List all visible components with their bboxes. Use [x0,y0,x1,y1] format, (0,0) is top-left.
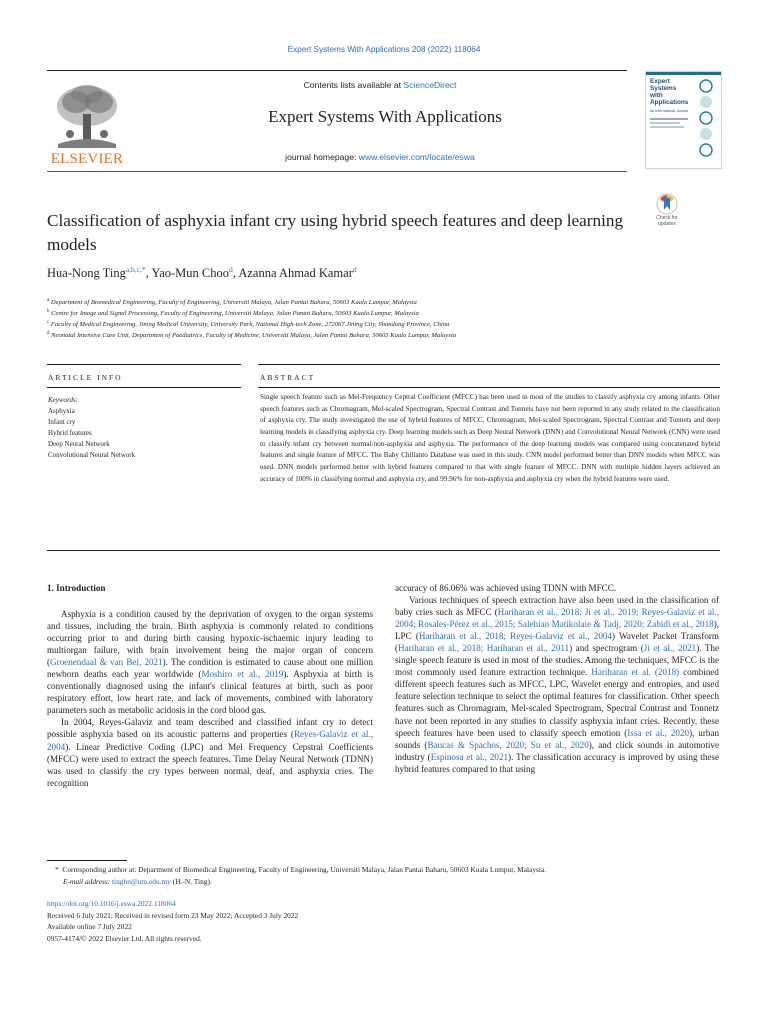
footnote-line [55,864,725,876]
cover-graphic-icon [694,78,718,164]
publisher-name: ELSEVIER [50,151,124,167]
citation-link[interactable]: Hariharan et al. (2018) [591,667,680,678]
email-link[interactable]: tinghn@um.edu.my [112,877,171,887]
cover-rule [650,118,688,120]
corresponding-author-footnote [55,864,725,888]
contents-prefix: Contents lists available at [303,80,404,90]
available-online: Available online 7 July 2022 [47,922,132,931]
crossmark-line: updates [658,220,676,227]
abstract-text: Single speech feature such as Mel-Frequency Ceptral Coefficient (MFCC) has been used in most of the studies to classify asphyxia cry among infants. Other speech features such as Chromagram, Mel-scaled Spectrogram, Spectral Contrast and Tonnets have not been reported in any study related to the classification of asphyxia cry. The study investigated the use of hybrid features of MFCC, Chromagram, Mel-scaled Spectrogram, Spectral Contrast and Tonnets and deep learning models in classifying asphyxia cry. Deep learning models such as Deep Neural Network (DNN) and Convolutional Neural Network (CNN) were used to classify infant cry between normal/non-asphyxia and asphyxia. The performance of the deep learning models was compared using concatenated hybrid features and single feature of MFCC. The Baby Chillanto Database was used in this study. CNN model performed better than DNN models when MFCC was used. DNN models performed better with hybrid features compared to that with single feature of MFCC. DNN with multiple hidden layers achieved an accuracy of 100% in classifying normal and asphyxia cry, and 99.96% for non-asphyxia and asphyxia cry when the hybrid features were used. [260,393,720,483]
author-affiliation-ref[interactable]: d [229,264,233,274]
citation-link[interactable]: Hariharan et al., 2018; Ji et al., 2019; Reyes-Galaviz et al., 2004; Rosales-Pérez et al., 2015; Salehian Matikolaie & Tadj, 2020; Zabidi et al., 2018 [395,607,719,630]
keyword[interactable]: Asphyxia [48,407,75,415]
keywords-label: Keywords: [48,396,79,404]
citation-link[interactable]: Hariharan et al., 2018; Reyes-Galaviz et al., 2004 [418,631,612,642]
citation-link[interactable]: Groenendaal & van Bel, 2021 [50,657,163,668]
citation-link[interactable]: Hariharan et al., 2018; Hariharan et al., 2011 [398,643,570,654]
homepage-line [140,152,620,162]
affiliation-key: b [47,309,50,314]
text-run: ) Wavelet Packet Transform ( [395,631,719,654]
text-run: ), and click sounds in automotive industry ( [395,739,719,762]
body-paragraph [47,716,373,788]
text-run: ). The condition is estimated to cause about one million newborn deaths each year worldwide ( [47,657,374,680]
body-paragraph [395,594,719,775]
author-affiliation-ref[interactable]: a,b,c, [125,264,142,274]
elsevier-tree-icon [48,80,126,150]
body-paragraph [47,608,373,716]
affiliation-text: Faculty of Medical Engineering, Jining Medical University, University Park, National High-tech Zone, 272067 Jining City, Shandong Province, China [50,321,450,329]
copyright-line: 0957-4174/© 2022 Elsevier Ltd. All rights reserved. [47,933,202,943]
body-paragraph: accuracy of 86.06% was achieved using TDNN with MFCC. [395,583,617,593]
sciencedirect-link[interactable]: ScienceDirect [403,80,457,90]
homepage-link[interactable]: www.elsevier.com/locate/eswa [358,152,475,162]
citation-link[interactable]: Issa et al., 2020 [627,727,690,738]
keyword[interactable]: Hybrid features [48,429,92,437]
affiliation [47,328,737,342]
running-head[interactable]: Expert Systems With Applications 208 (2022) 118064 [287,45,481,54]
text-run: ). The classification accuracy is improved by using these hybrid features compared to that using [395,751,719,774]
paper-title: Classification of asphyxia infant cry using hybrid speech features and deep learning models [47,211,624,254]
text-run: ). Linear Predictive Coding (LPC) and Mel Frequency Cepstral Coefficients (MFCC) were used to extract the speech features. Time Delay Neural Network (TDNN) was used to classify the cry types between normal, deaf, and asphyxia cries. The recognition [47,741,373,788]
author-name[interactable]: Hua-Nong Ting [47,266,126,280]
affiliation-text: Centre for Image and Signal Processing, Faculty of Engineering, Universiti Malaya, Jalan Pantai Baharu, 50603 Kuala Lumpur, Malaysia [51,310,419,318]
abstract-bottom-rule [47,550,720,551]
keyword[interactable]: Convolutional Neural Network [48,451,136,459]
article-metadata [47,898,547,944]
cover-line: with [650,92,663,99]
author-name[interactable]: Yao-Mun Choo [151,266,230,280]
abstract-heading: ABSTRACT [260,373,316,382]
text-run: In 2004, Reyes-Galaviz and team described and classified infant cry to detect possible asphyxia based on its acoustic patterns and properties ( [47,717,373,740]
section-heading-introduction: 1. Introduction [47,583,106,593]
body-column-right [395,582,719,775]
doi-link[interactable]: https://doi.org/10.1016/j.eswa.2022.118064 [47,899,176,908]
author-affiliation-ref[interactable]: d [352,264,357,274]
text-run: ). Asphyxia at birth is conventionally diagnosed using the infant's clinical features at birth, such as poor respiratory effort, low heart rate, and lack of movements, combined with laboratory parameters such as metabolic acidosis in the cord blood gas. [47,669,373,716]
footnote-email-line [55,876,725,888]
citation-link[interactable]: Espinosa et al., 2021 [430,751,509,762]
corresponding-author-mark[interactable]: * [141,264,146,274]
cover-rule [650,126,684,128]
text-run: ) and spectrogram ( [569,643,644,654]
author-name[interactable]: Azanna Ahmad Kamar [238,266,353,280]
footnote-text: Corresponding author at: Department of Biomedical Engineering, Faculty of Engineering, Universiti Malaya, Jalan Pantai Baharu, 50603 Kuala Lumpur, Malaysia. [62,865,547,874]
elsevier-logo[interactable] [48,80,126,166]
email-suffix: (H.-N. Ting). [170,877,212,887]
keyword[interactable]: Deep Neural Network [48,440,110,448]
cover-rule [650,122,680,124]
journal-cover-thumbnail[interactable] [645,71,722,169]
article-info-top-rule [47,364,241,365]
contents-line [140,80,620,90]
crossmark-line: Check for [656,215,678,221]
author-list: Hua-Nong Ting$^{a,b,c,*}$, Yao-Mun Choo$^d$, Azanna Ahmad Kamar$^d$ [47,264,357,280]
affiliation-key: c [47,320,50,325]
text-run: Various techniques of speech extraction have also been used in the classification of baby cries such as MFCC ( [395,595,719,618]
footnote-mark: * [55,865,59,874]
abstract-top-rule [258,364,720,365]
received-dates: Received 6 July 2021; Received in revised form 23 May 2022; Accepted 3 July 2022 [47,910,299,920]
text-run: combined different speech features such as MFCC, LPC, Wavelet energy and entropies, and used feature selection technique to select the optimal features for classification. Other speech features such as Chromagram, Mel-scaled Spectrogram, Spectral Contrast and Tonnetz have not been reported in any studies to classify asphyxia infant cries. Recently, these speech features have been used to classify speech emotion ( [395,667,719,738]
citation-link[interactable]: Ji et al., 2021 [643,643,697,654]
affiliation-key: d [47,331,50,336]
citation-link[interactable]: Baucas & Spachos, 2020; Su et al., 2020 [427,739,589,750]
homepage-prefix: journal homepage: [285,152,359,162]
article-info-sub-rule [47,387,241,388]
text-run: ), LPC ( [395,619,719,642]
cover-line: Systems [650,85,677,92]
crossmark-icon [655,193,679,215]
affiliation-text: Department of Biomedical Engineering, Faculty of Engineering, Universiti Malaya, Jalan Pantai Baharu, 50603 Kuala Lumpur, Malaysia [50,299,417,307]
footnote-rule [47,860,127,861]
body-column-left [47,608,373,789]
cover-subtitle: An International Journal [650,109,688,113]
keyword[interactable]: Infant cry [48,418,76,426]
email-label: E-mail address: [63,877,112,887]
text-run: ), urban sounds ( [395,727,719,750]
cover-line: Expert [650,78,670,85]
crossmark-label [650,216,684,227]
article-info-heading: ARTICLE INFO [48,373,123,382]
affiliation-text: Neonatal Intensive Care Unit, Department of Paediatrics, Faculty of Medicine, Universiti Malaya, Jalan Pantai Baharu, 50603 Kuala Lumpur, Malaysia [51,332,457,340]
check-for-updates-badge[interactable] [650,193,684,233]
abstract-sub-rule [258,387,720,388]
affiliation-key: a [47,298,50,303]
text-run: Asphyxia is a condition caused by the deprivation of oxygen to the organ systems and tissues, including the brain. Birth asphyxia is commonly related to conditions occurring prior to and during birth causing hypoxic-ischaemic injury leading to multiorgan failure, with brain involvement being the major organ of concern ( [47,609,373,668]
citation-link[interactable]: Reyes-Galaviz et al., 2004 [47,729,374,752]
citation-link[interactable]: Moshiro et al., 2019 [201,669,284,680]
journal-title: Expert Systems With Applications [268,107,502,126]
cover-line: Applications [650,99,689,106]
text-run: ). The single speech feature is used in most of the studies. Among the techniques, MFCC is the most commonly used feature extraction technique. [395,643,720,678]
cover-top-band [646,72,721,75]
